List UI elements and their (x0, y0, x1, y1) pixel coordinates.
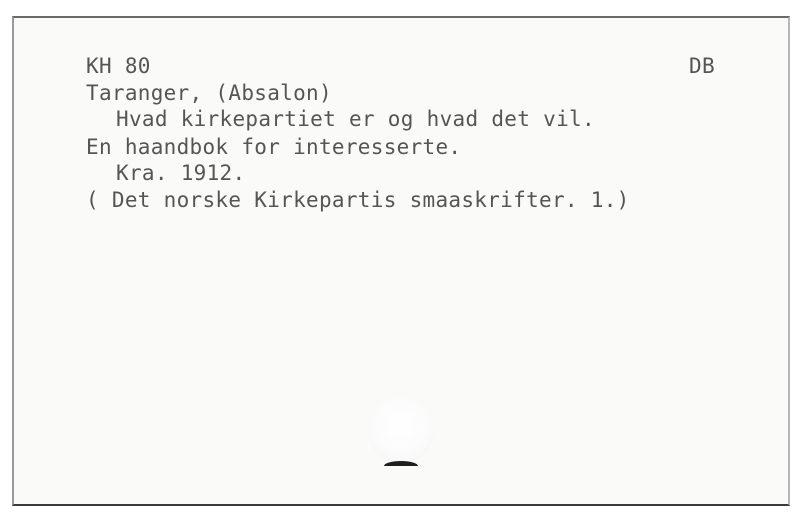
location-code: DB (689, 54, 715, 78)
shelfmark: KH 80 (86, 54, 151, 78)
author-line: Taranger, (Absalon) (86, 81, 332, 105)
punch-hole (368, 394, 434, 464)
series-line: ( Det norske Kirkepartis smaaskrifter. 1.) (86, 188, 630, 212)
title-line: Hvad kirkepartiet er og hvad det vil. (116, 107, 595, 131)
subtitle-line: En haandbok for interesserte. (86, 135, 462, 159)
punch-hole-shadow (384, 461, 418, 466)
imprint-line: Kra. 1912. (116, 161, 246, 185)
